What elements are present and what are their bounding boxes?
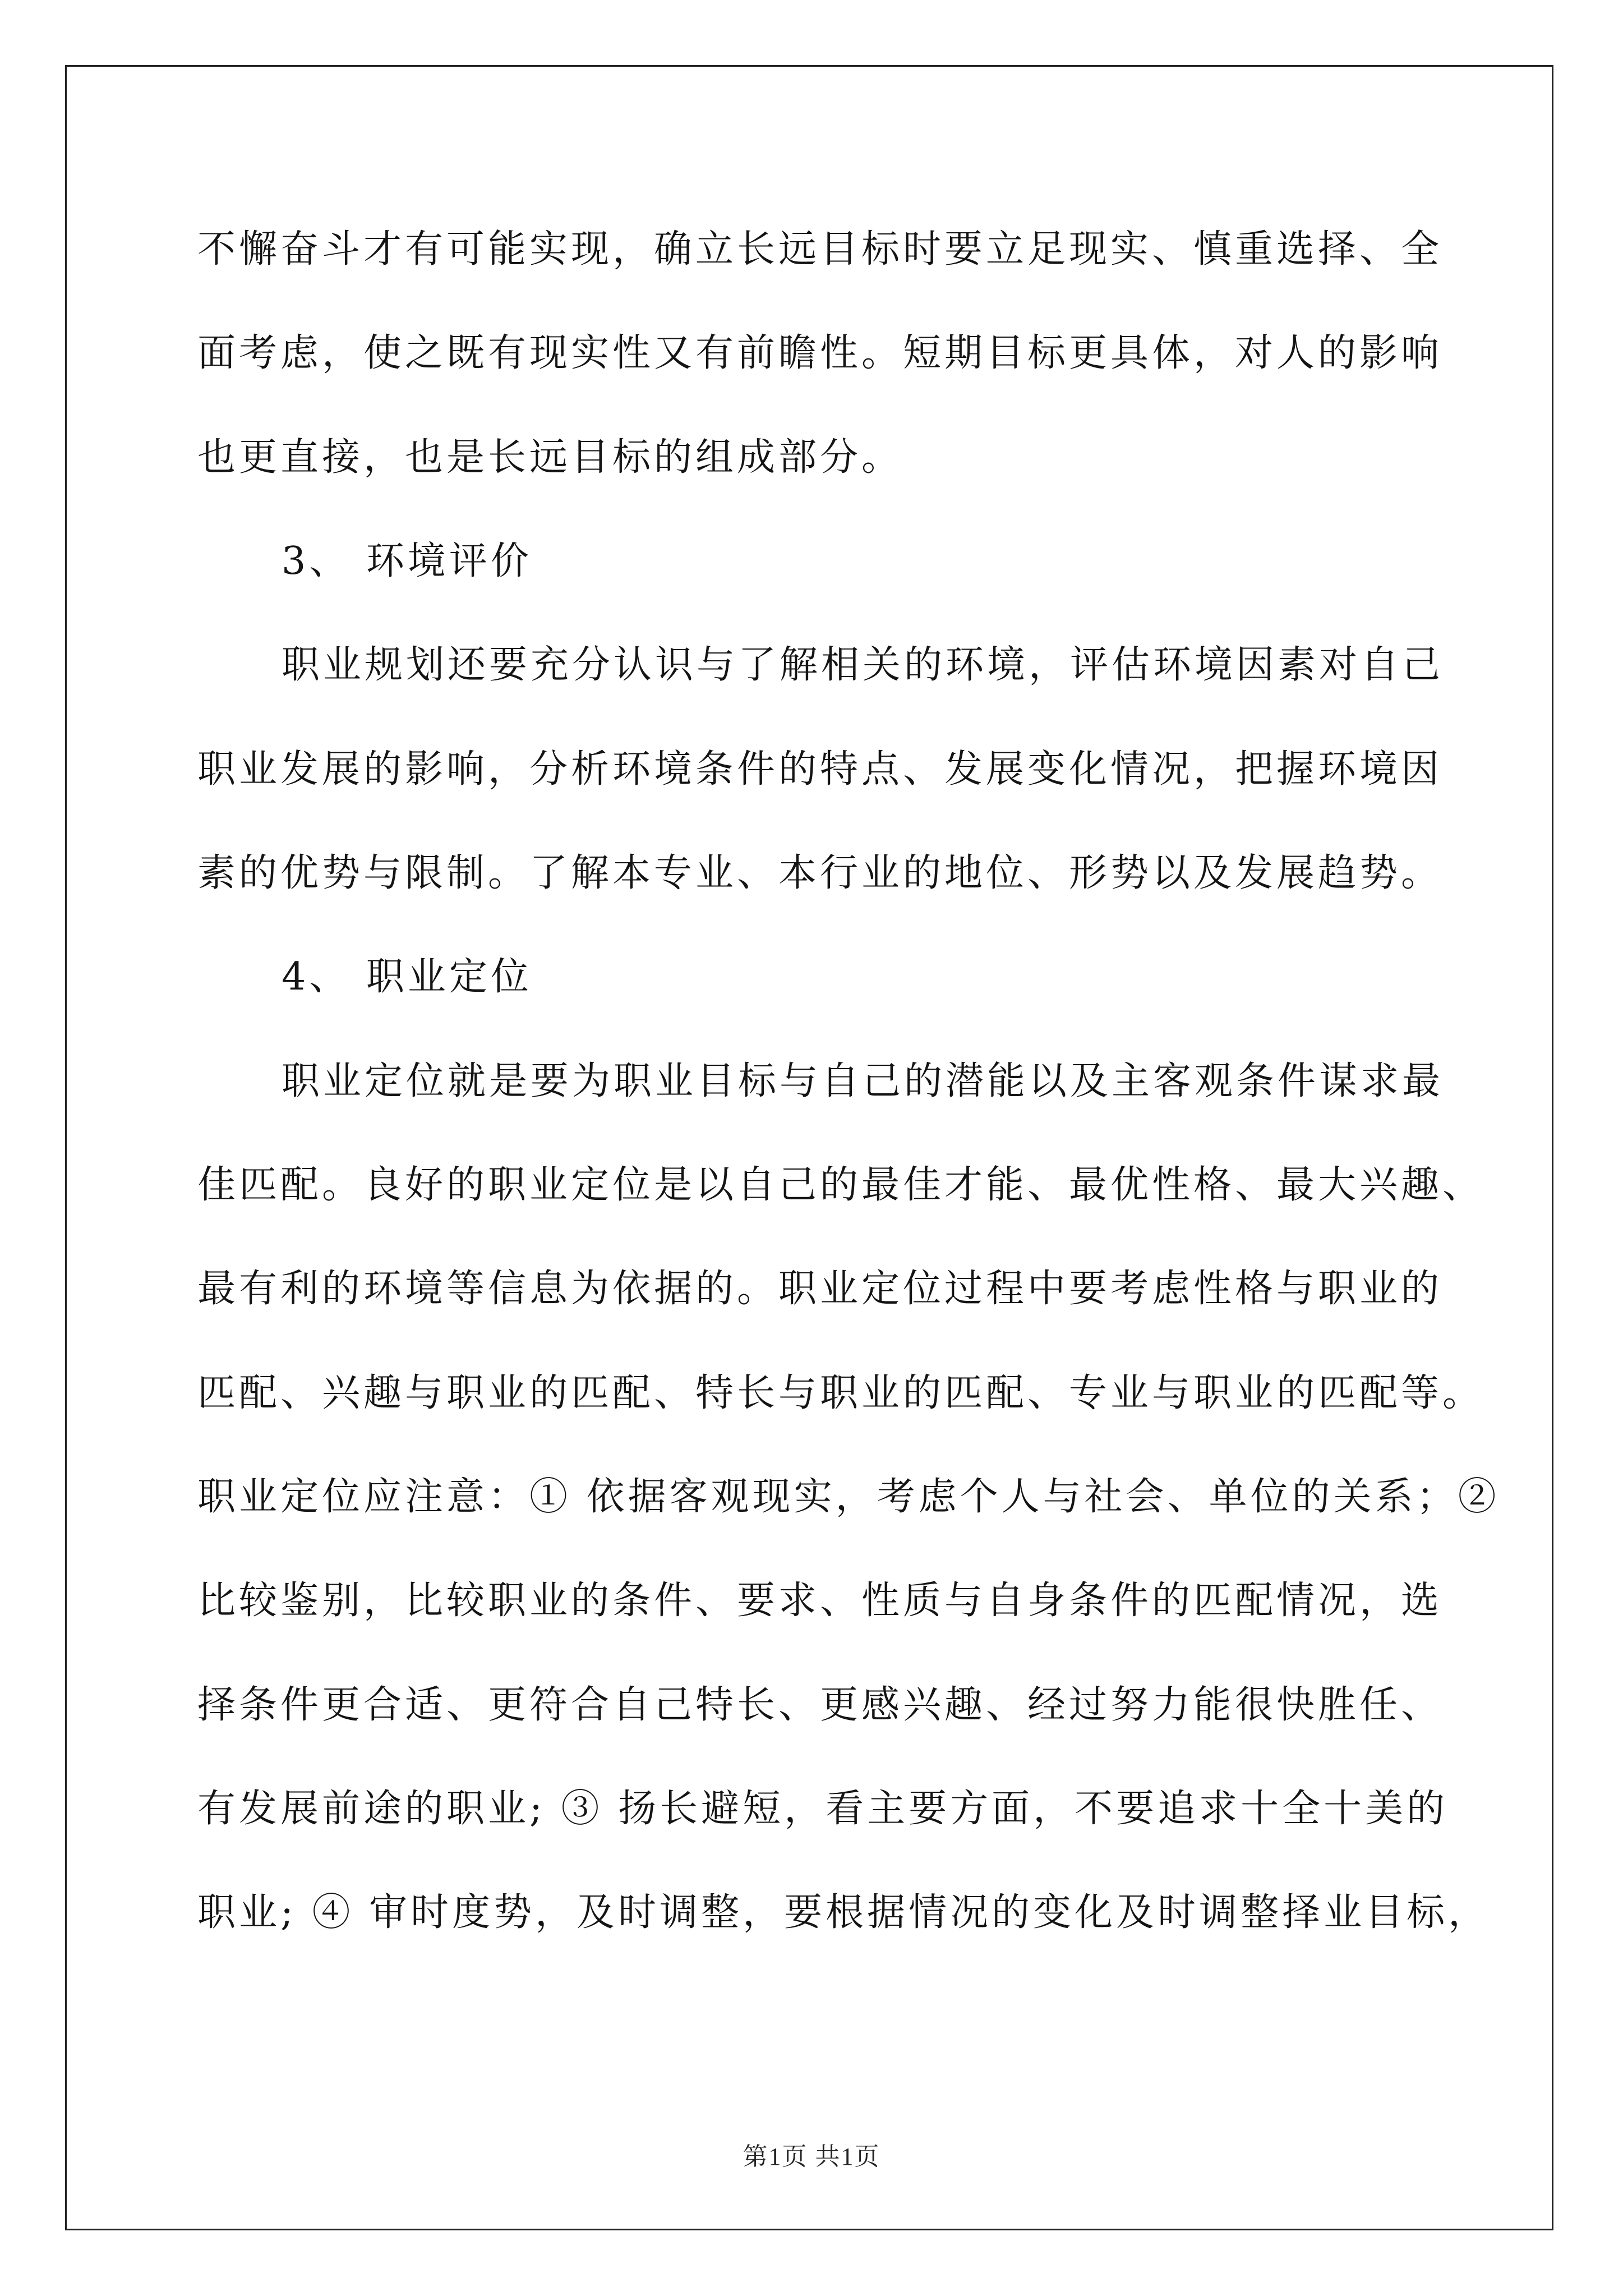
body-text-line: 最有利的环境等信息为依据的。职业定位过程中要考虑性格与职业的 xyxy=(197,1267,1443,1311)
body-text-line: 择条件更合适、更符合自己特长、更感兴趣、经过努力能很快胜任、 xyxy=(197,1683,1443,1727)
body-text-line: 佳匹配。良好的职业定位是以自己的最佳才能、最优性格、最大兴趣、 xyxy=(197,1163,1484,1207)
body-text-line: 有发展前途的职业; ③ 扬长避短，看主要方面，不要追求十全十美的 xyxy=(197,1787,1449,1831)
body-text-line: 素的优势与限制。了解本专业、本行业的地位、形势以及发展趋势。 xyxy=(197,851,1443,895)
paragraph-first-line: 职业定位就是要为职业目标与自己的潜能以及主客观条件谋求最 xyxy=(282,1059,1444,1103)
body-text-line: 也更直接，也是长远目标的组成部分。 xyxy=(197,435,903,480)
section-heading-career-positioning: 4、 职业定位 xyxy=(282,955,532,999)
body-text-line: 职业发展的影响，分析环境条件的特点、发展变化情况，把握环境因 xyxy=(197,747,1443,792)
body-text-line: 匹配、兴趣与职业的匹配、特长与职业的匹配、专业与职业的匹配等。 xyxy=(197,1371,1484,1415)
body-text-line: 比较鉴别，比较职业的条件、要求、性质与自身条件的匹配情况，选 xyxy=(197,1579,1443,1623)
body-text-line: 职业定位应注意：① 依据客观现实，考虑个人与社会、单位的关系；② xyxy=(197,1475,1500,1519)
body-text-line: 职业; ④ 审时度势，及时调整，要根据情况的变化及时调整择业目标， xyxy=(197,1890,1490,1935)
body-text-line: 不懈奋斗才有可能实现，确立长远目标时要立足现实、慎重选择、全 xyxy=(197,227,1443,272)
page-footer: 第1页 共1页 xyxy=(743,2143,880,2170)
paragraph-first-line: 职业规划还要充分认识与了解相关的环境，评估环境因素对自己 xyxy=(282,643,1444,687)
section-heading-environment: 3、 环境评价 xyxy=(282,539,532,583)
body-text-line: 面考虑，使之既有现实性又有前瞻性。短期目标更具体，对人的影响 xyxy=(197,331,1443,375)
